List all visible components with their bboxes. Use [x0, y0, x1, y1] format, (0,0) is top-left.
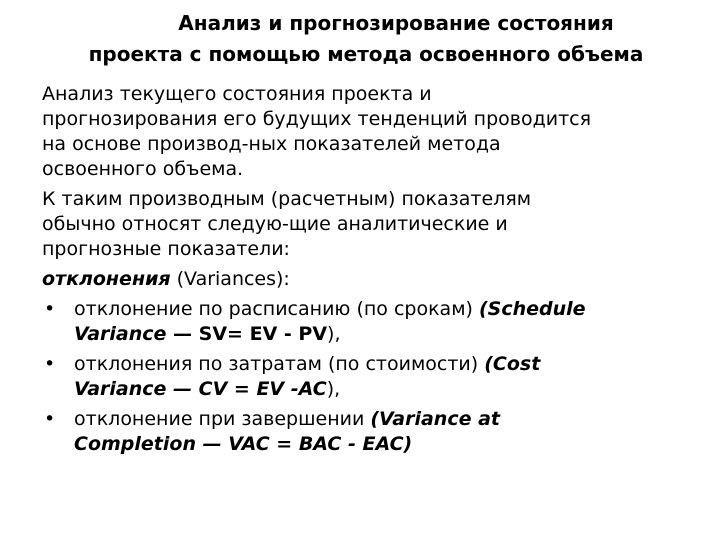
paragraph-variances [42, 267, 692, 292]
slide-body [42, 82, 692, 462]
bullet-cost-variance [42, 352, 692, 402]
title-line-1: Анализ и прогнозирование состояния [178, 11, 614, 35]
variances-label: (Variances): [170, 268, 290, 290]
paragraph-line: на основе производ-ных показателей метода [42, 133, 501, 155]
paragraph-line: освоенного объема. [42, 158, 244, 180]
paragraph-line: Анализ текущего состояния проекта и [42, 83, 432, 105]
bullet-formula: — SV= EV - PV [166, 323, 328, 345]
title-line-2: проекта с помощью метода освоенного объема [88, 42, 644, 66]
bullet-variance-at-completion [42, 407, 692, 457]
paragraph-intro [42, 82, 692, 182]
bullet-tail: ), [327, 323, 341, 345]
bullet-english: Variance [74, 323, 167, 345]
bullet-schedule-variance [42, 297, 692, 347]
bullet-text: отклонение по расписанию (по срокам) [74, 298, 479, 320]
bullet-english: (Cost [484, 353, 541, 375]
bullet-text: отклонения по затратам (по стоимости) [74, 353, 485, 375]
bullet-english: Completion — VAC = BAC - EAC) [74, 433, 413, 455]
bullet-english: Variance — CV = EV -AC [74, 378, 327, 400]
bullet-line [74, 407, 692, 432]
paragraph-line: прогнозирования его будущих тенденций проводится [42, 108, 592, 130]
paragraph-indicators [42, 187, 692, 262]
bullet-line [74, 322, 692, 347]
paragraph-line: обычно относят следую-щие аналитические и [42, 213, 508, 235]
bullet-tail: ), [326, 378, 341, 400]
bullet-line [74, 297, 692, 322]
term-variances: отклонения [42, 268, 171, 290]
bullet-line [74, 377, 692, 402]
paragraph-line: прогнозные показатели: [42, 238, 290, 260]
bullet-dot: • [44, 353, 56, 375]
bullet-english: (Schedule [478, 298, 586, 320]
paragraph-line: К таким производным (расчетным) показателям [42, 188, 532, 210]
bullet-english: (Variance at [370, 408, 500, 430]
bullet-dot: • [44, 408, 56, 430]
bullet-line [74, 352, 692, 377]
slide-title [40, 8, 692, 70]
bullet-dot: • [44, 298, 56, 320]
bullet-text: отклонение при завершении [74, 408, 371, 430]
bullet-line [74, 432, 692, 457]
